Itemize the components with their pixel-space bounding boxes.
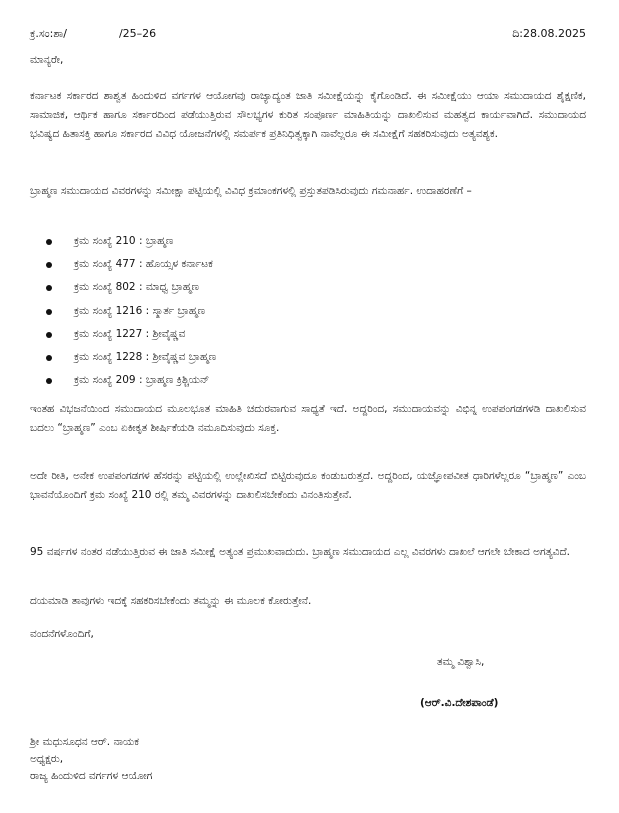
- list-item-text: ಕ್ರಮ ಸಂಖ್ಯೆ 210 : ಬ್ರಾಹ್ಮಣ: [74, 235, 174, 247]
- bullet-icon: [46, 309, 52, 315]
- bullet-icon: [46, 378, 52, 384]
- paragraph-fragmentation: ಇಂತಹ ವಿಭಜನೆಯಿಂದ ಸಮುದಾಯದ ಮೂಲಭೂತ ಮಾಹಿತಿ ಚದುರವಾಗುವ ಸಾಧ್ಯತೆ ಇದೆ. ಅದ್ದರಿಂದ, ಸಮುದಾಯವನ್ನು ವಿಭಿನ್ನ ಉಪಪಂಗಡಗಳಡಿ ದಾಖಲಿಸುವ ಬದಲು “ಬ್ರಾಹ್ಮಣ” ಎಂಬ ಏಕೀಕೃತ ಶೀರ್ಷಿಕೆಯಡಿ ನಮೂದಿಸುವುದು ಸೂಕ್ತ.: [30, 403, 586, 434]
- bullet-icon: [46, 285, 52, 291]
- signatory-name: (ಆರ್.ವಿ.ದೇಶಪಾಂಡೆ): [420, 697, 499, 709]
- bullet-icon: [46, 355, 52, 361]
- letter-date: ದಿ:28.08.2025: [512, 27, 586, 40]
- list-item: [30, 346, 430, 369]
- list-item: [30, 253, 430, 276]
- paragraph-cooperation: ದಯಮಾಡಿ ತಾವುಗಳು ಇದಕ್ಕೆ ಸಹಕರಿಸಬೇಕೆಂದು ತಮ್ಮನ್ನು ಈ ಮೂಲಕ ಕೋರುತ್ತೇನೆ.: [30, 595, 312, 607]
- paragraph-intro: ಕರ್ನಾಟಕ ಸರ್ಕಾರದ ಶಾಶ್ವತ ಹಿಂದುಳಿದ ವರ್ಗಗಳ ಆಯೋಗವು ರಾಜ್ಯಾದ್ಯಂತ ಜಾತಿ ಸಮೀಕ್ಷೆಯನ್ನು ಕೈಗೊಂಡಿದೆ. ಈ ಸಮೀಕ್ಷೆಯು ಆಯಾ ಸಮುದಾಯದ ಶೈಕ್ಷಣಿಕ, ಸಾಮಾಜಿಕ, ಆರ್ಥಿಕ ಹಾಗೂ ಸರ್ಕಾರದಿಂದ ಪಡೆಯುತ್ತಿರುವ ಸೌಲಭ್ಯಗಳ ಕುರಿತ ಸಂಪೂರ್ಣ ಮಾಹಿತಿಯನ್ನು ದಾಖಲಿಸುವ ಮಹತ್ವದ ಕಾರ್ಯವಾಗಿದೆ. ಸಮುದಾಯದ ಭವಿಷ್ಯದ ಹಿತಾಸಕ್ತಿ ಹಾಗೂ ಸರ್ಕಾರದ ವಿವಿಧ ಯೋಜನೆಗಳಲ್ಲಿ ಸಮರ್ಪಕ ಪ್ರತಿನಿಧಿತ್ವಕ್ಕಾಗಿ ನಾವೆಲ್ಲರೂ ಈ ಸಮೀಕ್ಷೆಗೆ ಸಹಕರಿಸುವುದು ಅತ್ಯವಶ್ಯಕ.: [30, 90, 586, 140]
- bullet-icon: [46, 239, 52, 245]
- list-item: [30, 230, 430, 253]
- sign-off: ತಮ್ಮ ವಿಶ್ವಾಸಿ,: [437, 656, 485, 668]
- list-item-text: ಕ್ರಮ ಸಂಖ್ಯೆ 1227 : ಶ್ರೀವೈಷ್ಣವ: [74, 327, 186, 340]
- list-item: [30, 369, 430, 392]
- bullet-icon: [46, 332, 52, 338]
- paragraph-examples-intro: ಬ್ರಾಹ್ಮಣ ಸಮುದಾಯದ ವಿವರಗಳನ್ನು ಸಮೀಕ್ಷಾ ಪಟ್ಟಿಯಲ್ಲಿ ವಿವಿಧ ಕ್ರಮಾಂಕಗಳಲ್ಲಿ ಪ್ರಸ್ತುತಪಡಿಸಿರುವುದು ಗಮನಾರ್ಹ. ಉದಾಹರಣೆಗೆ –: [30, 185, 472, 197]
- reference-suffix: /25–26: [118, 27, 157, 40]
- reference-prefix: ಕ್ರ.ಸಂ:ಶಾ/: [30, 27, 67, 40]
- serial-number-list: [30, 230, 430, 392]
- reference-number: [30, 27, 156, 41]
- list-item-text: ಕ್ರಮ ಸಂಖ್ಯೆ 1228 : ಶ್ರೀವೈಷ್ಣವ ಬ್ರಾಹ್ಮಣ: [74, 350, 217, 363]
- paragraph-request: ಅದೇ ರೀತಿ, ಅನೇಕ ಉಪಪಂಗಡಗಳ ಹೆಸರನ್ನು ಪಟ್ಟಿಯಲ್ಲಿ ಉಲ್ಲೇಖಿಸದೆ ಬಿಟ್ಟಿರುವುದೂ ಕಂಡುಬರುತ್ತದೆ. ಅದ್ದರಿಂದ, ಯಜ್ಞೋಪವೀತ ಧಾರಿಗಳೆಲ್ಲರೂ “ಬ್ರಾಹ್ಮಣ” ಎಂಬ ಭಾವನೆಯೊಂದಿಗೆ ಕ್ರಮ ಸಂಖ್ಯೆ 210 ರಲ್ಲಿ ತಮ್ಮ ವಿವರಗಳನ್ನು ದಾಖಲಿಸಬೇಕೆಂದು ವಿನಂತಿಸುತ್ತೇನೆ.: [30, 470, 586, 501]
- list-item: [30, 300, 430, 323]
- list-item-text: ಕ್ರಮ ಸಂಖ್ಯೆ 209 : ಬ್ರಾಹ್ಮಣ ಕ್ರಿಶ್ಚಿಯನ್: [74, 374, 210, 387]
- salutation: ಮಾನ್ಯರೇ,: [30, 54, 64, 66]
- bullet-icon: [46, 262, 52, 268]
- list-item: [30, 323, 430, 346]
- addressee-organization: ರಾಜ್ಯ ಹಿಂದುಳಿದ ವರ್ಗಗಳ ಆಯೋಗ: [30, 770, 153, 782]
- closing-greeting: ವಂದನೆಗಳೊಂದಿಗೆ,: [30, 628, 94, 640]
- list-item-text: ಕ್ರಮ ಸಂಖ್ಯೆ 1216 : ಸ್ಮಾರ್ತ ಬ್ರಾಹ್ಮಣ: [74, 304, 206, 317]
- paragraph-importance: 95 ವರ್ಷಗಳ ನಂತರ ನಡೆಯುತ್ತಿರುವ ಈ ಜಾತಿ ಸಮೀಕ್ಷೆ ಅತ್ಯಂತ ಪ್ರಮುಖವಾದುದು. ಬ್ರಾಹ್ಮಣ ಸಮುದಾಯದ ಎಲ್ಲ ವಿವರಗಳು ದಾಖಲೆ ಆಗಲೇ ಬೇಕಾದ ಅಗತ್ಯವಿದೆ.: [30, 546, 571, 558]
- list-item-text: ಕ್ರಮ ಸಂಖ್ಯೆ 802 : ಮಾಧ್ವ ಬ್ರಾಹ್ಮಣ: [74, 281, 200, 294]
- addressee-designation: ಅಧ್ಯಕ್ಷರು,: [30, 753, 64, 765]
- addressee-name: ಶ್ರೀ ಮಧುಸೂಧನ ಆರ್. ನಾಯಕ: [30, 736, 139, 748]
- list-item-text: ಕ್ರಮ ಸಂಖ್ಯೆ 477 : ಹೊಯ್ಸಳ ಕರ್ನಾಟಕ: [74, 258, 213, 271]
- list-item: [30, 276, 430, 299]
